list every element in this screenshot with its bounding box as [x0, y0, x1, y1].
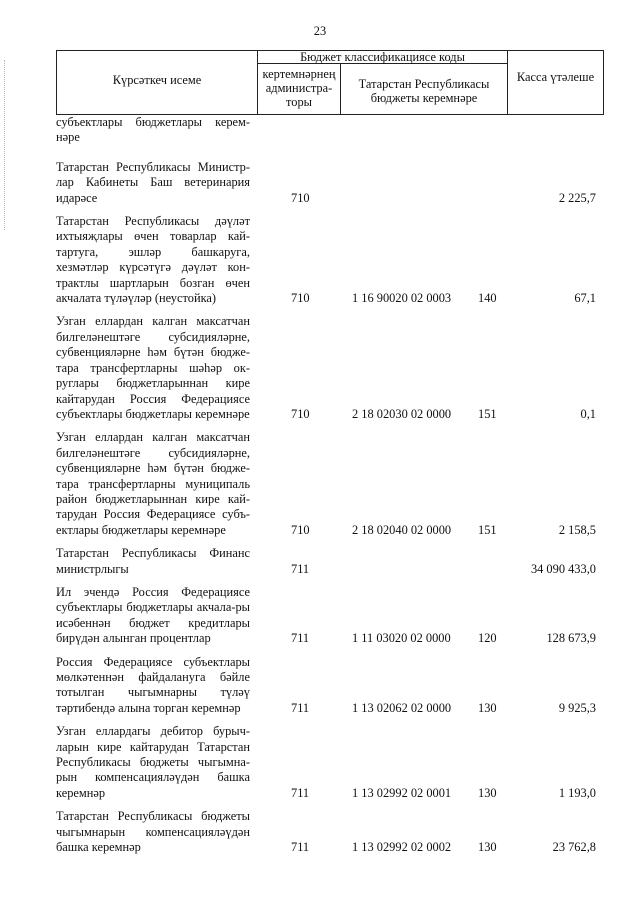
row-admin: 710: [291, 291, 310, 306]
row-name: Ил эчендә Россия Федерациясе субъектлары бюджетлары акчала-ры исәбеннән бюджет кредитлары бирүдән алынган процентлар: [56, 584, 250, 646]
row-admin: 711: [291, 785, 310, 800]
row-amount: 128 673,9: [546, 631, 596, 646]
row-subcode: 130: [478, 840, 497, 855]
table-row: [56, 214, 604, 306]
row-subcode: 130: [478, 700, 497, 715]
table-header: [56, 50, 604, 115]
row-name: Татарстан Республикасы Финанс министрлыгы: [56, 546, 250, 576]
row-code: 1 13 02992 02 0002: [352, 840, 452, 855]
row-name: Узган еллардан калган максатчан билгеләнештәге субсидияләрне, субвенцияләрне һәм бүтән бюдже-тара трансфертларны шәһәр ок-руглары бюджетларыннан кире кайтарудан Россия Федерациясе субъектлары бюджетлары керемнәре: [56, 314, 250, 421]
row-amount: 2 225,7: [558, 190, 596, 205]
row-code: 2 18 02030 02 0000: [352, 406, 452, 421]
row-code: 1 13 02062 02 0000: [352, 700, 452, 715]
row-amount: 34 090 433,0: [530, 561, 596, 576]
row-name: субъектлары бюджетлары керем-нәре: [56, 115, 250, 145]
table-row: [56, 809, 604, 855]
row-code: 1 13 02992 02 0001: [352, 785, 452, 800]
header-cash-execution: Касса үтәлеше: [516, 70, 595, 84]
header-indicator-name: Күрсәткеч исеме: [57, 51, 258, 114]
row-subcode: 120: [478, 631, 497, 646]
row-subcode: 151: [478, 522, 497, 537]
row-code: 2 18 02040 02 0000: [352, 522, 452, 537]
row-name: Россия Федерациясе субъектлары мөлкәтеннән файдалануга бәйле тотылган чыгымнарны түләү тәртибендә алына торган керемнәр: [56, 654, 250, 715]
table-row: [56, 585, 604, 647]
row-subcode: 151: [478, 406, 497, 421]
table-row: [56, 115, 604, 146]
row-amount: 67,1: [574, 291, 596, 306]
row-amount: 2 158,5: [558, 522, 596, 537]
row-name: Узган еллардан калган максатчан билгеләнештәге субсидияләрне, субвенцияләрне һәм бүтән бюдже-тара трансфертларны муниципаль район бюджетларыннан кире кай-тарудан Россия Федерациясе субъ-ектлары бюджетлары керемнәре: [56, 430, 250, 537]
row-name: Узган еллардагы дебитор бурыч-ларын кире кайтарудан Татарстан Республикасы бюджеты чыгымна-рын компенсацияләүдән башка керемнәр: [56, 724, 250, 800]
row-name: Татарстан Республикасы бюджеты чыгымнарын компенсацияләүдән башка керемнәр: [56, 809, 250, 855]
header-admin: кертемнәрнең администра-торы: [258, 64, 341, 114]
row-admin: 711: [291, 700, 310, 715]
row-amount: 0,1: [580, 406, 596, 421]
table-row: [56, 546, 604, 577]
row-code: 1 16 90020 02 0003: [352, 291, 452, 306]
table-row: [56, 724, 604, 801]
row-admin: 710: [291, 190, 310, 205]
row-admin: 711: [291, 840, 310, 855]
row-admin: 710: [291, 406, 310, 421]
row-admin: 710: [291, 522, 310, 537]
row-admin: 711: [291, 631, 310, 646]
table-row: [56, 160, 604, 206]
row-admin: 711: [291, 561, 310, 576]
row-code: 1 11 03020 02 0000: [352, 631, 451, 646]
table-row: [56, 655, 604, 717]
table-row: [56, 430, 604, 538]
header-income-type: Татарстан Республикасы бюджеты керемнәре: [341, 64, 508, 114]
table-row: [56, 314, 604, 422]
row-amount: 23 762,8: [552, 840, 596, 855]
header-budget-classification: Бюджет классификациясе коды: [258, 51, 508, 64]
row-amount: 9 925,3: [558, 700, 596, 715]
row-name: Татарстан Республикасы Министр-лар Кабинеты Баш ветеринария идарәсе: [56, 159, 250, 205]
row-subcode: 140: [478, 291, 497, 306]
row-subcode: 130: [478, 785, 497, 800]
row-name: Татарстан Республикасы дәүләт ихтыяҗлары өчен товарлар кай-тартуга, эшләр башкаруга, хезмәтләр күрсәтүгә дәүләт кон-трактлы шартларын бозган өчен акчалата түләүләр (неустойка): [56, 214, 250, 306]
row-amount: 1 193,0: [558, 785, 596, 800]
page-number: 23: [313, 24, 327, 38]
margin-dots: [4, 60, 7, 230]
table-body: [56, 115, 604, 863]
